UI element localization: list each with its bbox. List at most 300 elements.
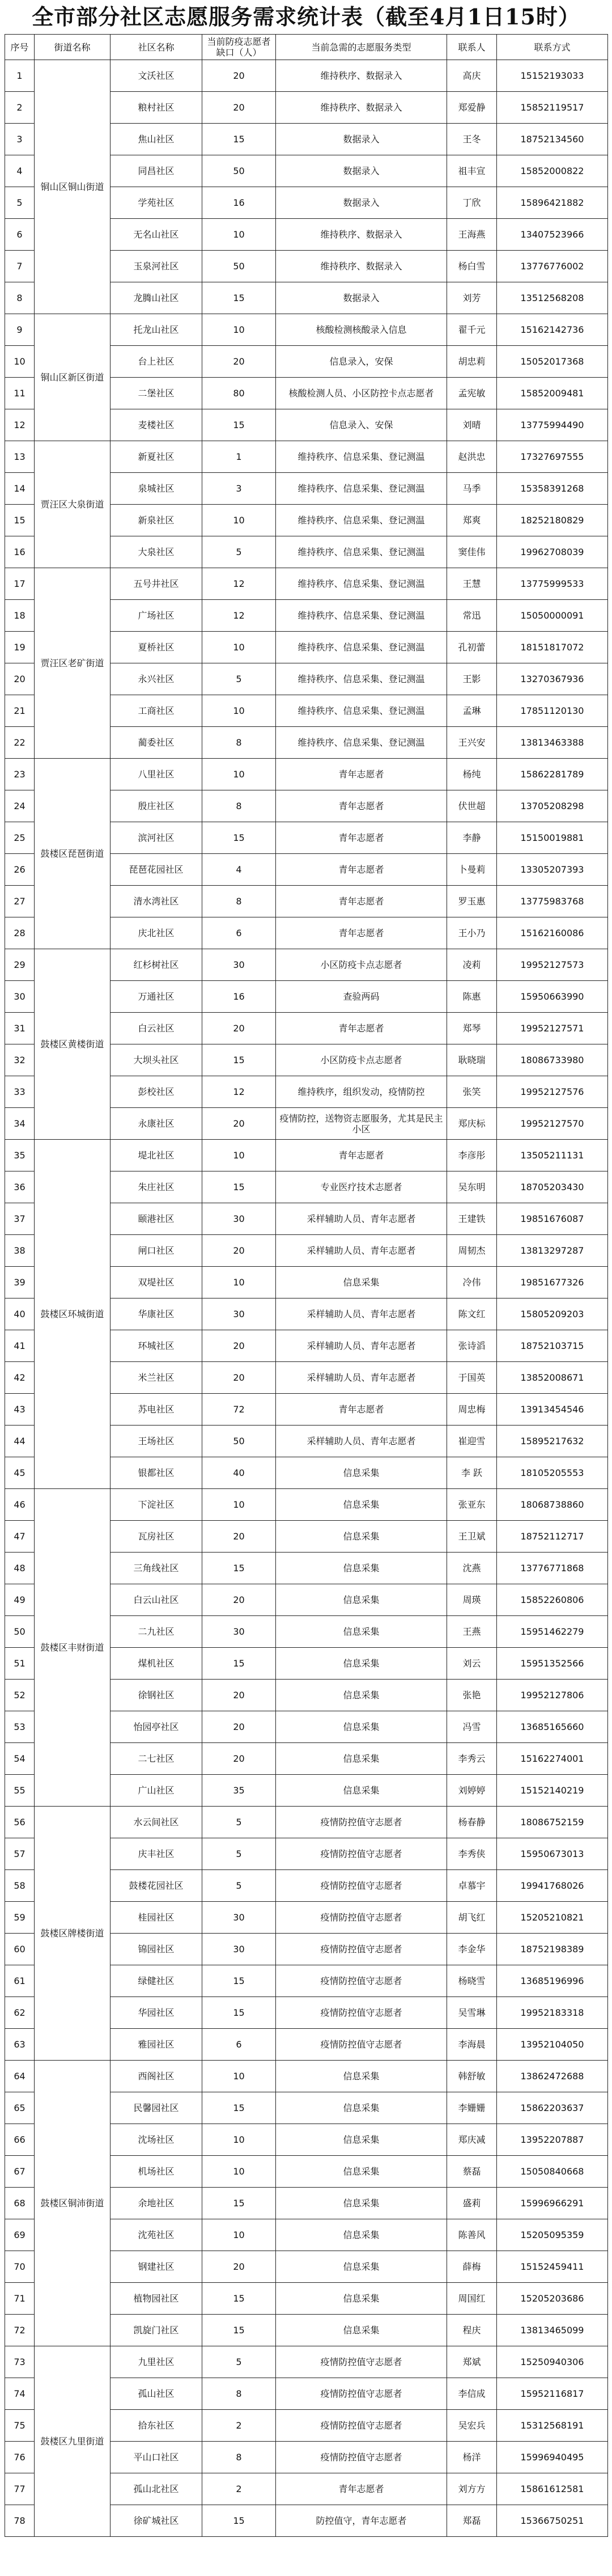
gap-cell: 15 (202, 409, 276, 441)
phone-cell: 13705208298 (497, 790, 608, 822)
gap-cell: 20 (202, 346, 276, 378)
contact-cell: 杨白雪 (447, 251, 497, 282)
phone-cell: 15852260806 (497, 1584, 608, 1616)
gap-cell: 1 (202, 441, 276, 473)
phone-cell: 15952116817 (497, 2378, 608, 2410)
community-cell: 徐矿城社区 (110, 2505, 202, 2537)
street-cell: 贾汪区大泉街道 (35, 441, 110, 568)
gap-cell: 50 (202, 251, 276, 282)
seq-cell: 77 (5, 2473, 35, 2505)
types-cell: 信息采集 (276, 2061, 447, 2092)
header-community: 社区名称 (110, 35, 202, 60)
types-cell: 信息录入，安保 (276, 346, 447, 378)
types-cell: 疫情防控值守志愿者 (276, 2346, 447, 2378)
contact-cell: 孟宪敏 (447, 378, 497, 409)
gap-cell: 10 (202, 2156, 276, 2188)
community-cell: 永康社区 (110, 1108, 202, 1140)
phone-cell: 19952183318 (497, 1997, 608, 2029)
phone-cell: 15152193033 (497, 60, 608, 92)
types-cell: 青年志愿者 (276, 886, 447, 917)
types-cell: 维持秩序、信息采集、登记测温 (276, 663, 447, 695)
contact-cell: 王卫斌 (447, 1521, 497, 1553)
contact-cell: 刘芳 (447, 282, 497, 314)
contact-cell: 高庆 (447, 60, 497, 92)
header-phone: 联系方式 (497, 35, 608, 60)
community-cell: 龙腾山社区 (110, 282, 202, 314)
phone-cell: 15951352566 (497, 1648, 608, 1680)
seq-cell: 57 (5, 1838, 35, 1870)
seq-cell: 66 (5, 2124, 35, 2156)
contact-cell: 杨春静 (447, 1807, 497, 1838)
gap-cell: 5 (202, 1870, 276, 1902)
phone-cell: 13852008671 (497, 1362, 608, 1394)
types-cell: 青年志愿者 (276, 854, 447, 886)
phone-cell: 18752112717 (497, 1521, 608, 1553)
gap-cell: 10 (202, 1267, 276, 1298)
seq-cell: 55 (5, 1775, 35, 1807)
gap-cell: 15 (202, 2283, 276, 2315)
community-cell: 麦楼社区 (110, 409, 202, 441)
types-cell: 青年志愿者 (276, 822, 447, 854)
contact-cell: 盛莉 (447, 2188, 497, 2219)
table-row (5, 759, 608, 790)
community-cell: 锦园社区 (110, 1934, 202, 1965)
gap-cell: 20 (202, 1362, 276, 1394)
street-cell: 鼓楼区丰财街道 (35, 1489, 110, 1807)
types-cell: 疫情防控值守志愿者 (276, 2378, 447, 2410)
phone-cell: 13813463388 (497, 727, 608, 759)
contact-cell: 卓慕宇 (447, 1870, 497, 1902)
types-cell: 维持秩序、信息采集、登记测温 (276, 505, 447, 536)
gap-cell: 4 (202, 854, 276, 886)
seq-cell: 43 (5, 1394, 35, 1426)
community-cell: 下淀社区 (110, 1489, 202, 1521)
types-cell: 采样辅助人员、青年志愿者 (276, 1298, 447, 1330)
contact-cell: 吴雪琳 (447, 1997, 497, 2029)
types-cell: 疫情防控，送物资志愿服务，尤其是民主小区 (276, 1108, 447, 1140)
seq-cell: 34 (5, 1108, 35, 1140)
types-cell: 防控值守，青年志愿者 (276, 2505, 447, 2537)
phone-cell: 15996940495 (497, 2442, 608, 2473)
community-cell: 文沃社区 (110, 60, 202, 92)
seq-cell: 70 (5, 2251, 35, 2283)
table-row (5, 949, 608, 981)
contact-cell: 刘方方 (447, 2473, 497, 2505)
types-cell: 青年志愿者 (276, 1013, 447, 1044)
gap-cell: 8 (202, 2378, 276, 2410)
contact-cell: 王燕 (447, 1616, 497, 1648)
community-cell: 新夏社区 (110, 441, 202, 473)
community-cell: 徐钢社区 (110, 1680, 202, 1711)
types-cell: 维持秩序、信息采集、登记测温 (276, 727, 447, 759)
community-cell: 红杉树社区 (110, 949, 202, 981)
gap-cell: 30 (202, 949, 276, 981)
gap-cell: 15 (202, 282, 276, 314)
community-cell: 蔺委社区 (110, 727, 202, 759)
seq-cell: 52 (5, 1680, 35, 1711)
types-cell: 青年志愿者 (276, 917, 447, 949)
community-cell: 粮村社区 (110, 92, 202, 124)
types-cell: 信息采集 (276, 2251, 447, 2283)
phone-cell: 19952127573 (497, 949, 608, 981)
seq-cell: 68 (5, 2188, 35, 2219)
contact-cell: 王建铁 (447, 1203, 497, 1235)
contact-cell: 孔初蕾 (447, 632, 497, 663)
seq-cell: 49 (5, 1584, 35, 1616)
table-header-row (5, 35, 608, 60)
gap-cell: 2 (202, 2410, 276, 2442)
types-cell: 信息采集 (276, 1521, 447, 1553)
seq-cell: 50 (5, 1616, 35, 1648)
types-cell: 采样辅助人员、青年志愿者 (276, 1426, 447, 1457)
types-cell: 核酸检测核酸录入信息 (276, 314, 447, 346)
seq-cell: 36 (5, 1171, 35, 1203)
gap-cell: 10 (202, 759, 276, 790)
contact-cell: 李静 (447, 822, 497, 854)
phone-cell: 18105205553 (497, 1457, 608, 1489)
seq-cell: 28 (5, 917, 35, 949)
gap-cell: 15 (202, 2188, 276, 2219)
seq-cell: 51 (5, 1648, 35, 1680)
community-cell: 民馨园社区 (110, 2092, 202, 2124)
community-cell: 大坝头社区 (110, 1044, 202, 1076)
gap-cell: 10 (202, 219, 276, 251)
phone-cell: 15852119517 (497, 92, 608, 124)
phone-cell: 13775994490 (497, 409, 608, 441)
types-cell: 信息采集 (276, 2315, 447, 2346)
street-cell: 鼓楼区铜沛街道 (35, 2061, 110, 2346)
community-cell: 孤山北社区 (110, 2473, 202, 2505)
gap-cell: 10 (202, 2124, 276, 2156)
contact-cell: 凌莉 (447, 949, 497, 981)
seq-cell: 20 (5, 663, 35, 695)
phone-cell: 18752134560 (497, 124, 608, 155)
community-cell: 水云间社区 (110, 1807, 202, 1838)
community-cell: 学苑社区 (110, 187, 202, 219)
types-cell: 查验两码 (276, 981, 447, 1013)
phone-cell: 15862203637 (497, 2092, 608, 2124)
types-cell: 疫情防控值守志愿者 (276, 1838, 447, 1870)
contact-cell: 李秀侠 (447, 1838, 497, 1870)
community-cell: 二七社区 (110, 1743, 202, 1775)
phone-cell: 19952127576 (497, 1076, 608, 1108)
gap-cell: 15 (202, 2505, 276, 2537)
contact-cell: 周瑛 (447, 1584, 497, 1616)
phone-cell: 15205203686 (497, 2283, 608, 2315)
seq-cell: 1 (5, 60, 35, 92)
types-cell: 疫情防控值守志愿者 (276, 1807, 447, 1838)
community-cell: 彭校社区 (110, 1076, 202, 1108)
gap-cell: 5 (202, 2346, 276, 2378)
community-cell: 植物园社区 (110, 2283, 202, 2315)
phone-cell: 13813465099 (497, 2315, 608, 2346)
contact-cell: 翟千元 (447, 314, 497, 346)
seq-cell: 71 (5, 2283, 35, 2315)
contact-cell: 张笑 (447, 1076, 497, 1108)
contact-cell: 王冬 (447, 124, 497, 155)
gap-cell: 8 (202, 790, 276, 822)
phone-cell: 15050000091 (497, 600, 608, 632)
gap-cell: 5 (202, 536, 276, 568)
contact-cell: 伏世超 (447, 790, 497, 822)
community-cell: 玉泉河社区 (110, 251, 202, 282)
contact-cell: 郑斌 (447, 2346, 497, 2378)
community-cell: 五号井社区 (110, 568, 202, 600)
contact-cell: 沈燕 (447, 1553, 497, 1584)
types-cell: 信息采集 (276, 2219, 447, 2251)
gap-cell: 30 (202, 1934, 276, 1965)
community-cell: 夏桥社区 (110, 632, 202, 663)
types-cell: 维持秩序、数据录入 (276, 92, 447, 124)
community-cell: 新泉社区 (110, 505, 202, 536)
contact-cell: 杨晓雪 (447, 1965, 497, 1997)
contact-cell: 张诗滔 (447, 1330, 497, 1362)
phone-cell: 17851120130 (497, 695, 608, 727)
types-cell: 信息采集 (276, 1553, 447, 1584)
community-cell: 焦山社区 (110, 124, 202, 155)
types-cell: 青年志愿者 (276, 2473, 447, 2505)
community-cell: 堤北社区 (110, 1140, 202, 1171)
phone-cell: 15852009481 (497, 378, 608, 409)
community-cell: 工商社区 (110, 695, 202, 727)
types-cell: 疫情防控值守志愿者 (276, 2029, 447, 2061)
community-cell: 泉城社区 (110, 473, 202, 505)
seq-cell: 53 (5, 1711, 35, 1743)
community-cell: 煤机社区 (110, 1648, 202, 1680)
types-cell: 信息采集 (276, 2283, 447, 2315)
table-row (5, 1489, 608, 1521)
community-cell: 颐港社区 (110, 1203, 202, 1235)
community-cell: 八里社区 (110, 759, 202, 790)
types-cell: 信息采集 (276, 2156, 447, 2188)
types-cell: 维持秩序、信息采集、登记测温 (276, 536, 447, 568)
community-cell: 沈苑社区 (110, 2219, 202, 2251)
phone-cell: 15366750251 (497, 2505, 608, 2537)
seq-cell: 44 (5, 1426, 35, 1457)
phone-cell: 15950673013 (497, 1838, 608, 1870)
gap-cell: 20 (202, 1013, 276, 1044)
contact-cell: 李金华 (447, 1934, 497, 1965)
community-cell: 广场社区 (110, 600, 202, 632)
seq-cell: 21 (5, 695, 35, 727)
seq-cell: 4 (5, 155, 35, 187)
contact-cell: 李秀云 (447, 1743, 497, 1775)
contact-cell: 赵洪忠 (447, 441, 497, 473)
community-cell: 华康社区 (110, 1298, 202, 1330)
header-gap: 当前防疫志愿者缺口（人） (202, 35, 276, 60)
types-cell: 青年志愿者 (276, 1394, 447, 1426)
gap-cell: 10 (202, 1140, 276, 1171)
phone-cell: 19851676087 (497, 1203, 608, 1235)
types-cell: 疫情防控值守志愿者 (276, 1965, 447, 1997)
phone-cell: 15862281789 (497, 759, 608, 790)
seq-cell: 40 (5, 1298, 35, 1330)
types-cell: 信息录入、安保 (276, 409, 447, 441)
types-cell: 小区防疫卡点志愿者 (276, 1044, 447, 1076)
contact-cell: 张艳 (447, 1680, 497, 1711)
table-row (5, 1807, 608, 1838)
seq-cell: 47 (5, 1521, 35, 1553)
contact-cell: 常迅 (447, 600, 497, 632)
gap-cell: 12 (202, 568, 276, 600)
community-cell: 平山口社区 (110, 2442, 202, 2473)
types-cell: 疫情防控值守志愿者 (276, 1997, 447, 2029)
phone-cell: 18752198389 (497, 1934, 608, 1965)
community-cell: 苏电社区 (110, 1394, 202, 1426)
community-cell: 庆丰社区 (110, 1838, 202, 1870)
seq-cell: 62 (5, 1997, 35, 2029)
types-cell: 信息采集 (276, 2124, 447, 2156)
phone-cell: 19851677326 (497, 1267, 608, 1298)
types-cell: 信息采集 (276, 2092, 447, 2124)
community-cell: 钢建社区 (110, 2251, 202, 2283)
street-cell: 贾汪区老矿街道 (35, 568, 110, 759)
phone-cell: 13775999533 (497, 568, 608, 600)
phone-cell: 15996966291 (497, 2188, 608, 2219)
gap-cell: 12 (202, 1076, 276, 1108)
contact-cell: 程庆 (447, 2315, 497, 2346)
community-cell: 白云社区 (110, 1013, 202, 1044)
phone-cell: 19952127571 (497, 1013, 608, 1044)
table-row (5, 441, 608, 473)
types-cell: 信息采集 (276, 1775, 447, 1807)
types-cell: 疫情防控值守志愿者 (276, 1902, 447, 1934)
seq-cell: 5 (5, 187, 35, 219)
seq-cell: 74 (5, 2378, 35, 2410)
seq-cell: 7 (5, 251, 35, 282)
phone-cell: 15950663990 (497, 981, 608, 1013)
street-cell: 铜山区铜山街道 (35, 60, 110, 314)
seq-cell: 3 (5, 124, 35, 155)
types-cell: 信息采集 (276, 1584, 447, 1616)
phone-cell: 15052017368 (497, 346, 608, 378)
community-cell: 孤山社区 (110, 2378, 202, 2410)
table-row (5, 568, 608, 600)
street-cell: 鼓楼区九里街道 (35, 2346, 110, 2537)
community-cell: 托龙山社区 (110, 314, 202, 346)
seq-cell: 78 (5, 2505, 35, 2537)
types-cell: 信息采集 (276, 1711, 447, 1743)
gap-cell: 15 (202, 1553, 276, 1584)
contact-cell: 王海燕 (447, 219, 497, 251)
table-row (5, 2061, 608, 2092)
community-cell: 王场社区 (110, 1426, 202, 1457)
phone-cell: 15358391268 (497, 473, 608, 505)
phone-cell: 15205210821 (497, 1902, 608, 1934)
phone-cell: 15150019881 (497, 822, 608, 854)
types-cell: 数据录入 (276, 187, 447, 219)
contact-cell: 卜曼莉 (447, 854, 497, 886)
types-cell: 疫情防控值守志愿者 (276, 1934, 447, 1965)
contact-cell: 于国英 (447, 1362, 497, 1394)
phone-cell: 13862472688 (497, 2061, 608, 2092)
community-cell: 机场社区 (110, 2156, 202, 2188)
seq-cell: 35 (5, 1140, 35, 1171)
community-cell: 台上社区 (110, 346, 202, 378)
gap-cell: 20 (202, 1521, 276, 1553)
phone-cell: 13270367936 (497, 663, 608, 695)
street-cell: 鼓楼区环城街道 (35, 1140, 110, 1489)
seq-cell: 58 (5, 1870, 35, 1902)
contact-cell: 蔡磊 (447, 2156, 497, 2188)
phone-cell: 13952104050 (497, 2029, 608, 2061)
community-cell: 米兰社区 (110, 1362, 202, 1394)
phone-cell: 18068738860 (497, 1489, 608, 1521)
seq-cell: 24 (5, 790, 35, 822)
phone-cell: 19962708039 (497, 536, 608, 568)
gap-cell: 8 (202, 886, 276, 917)
gap-cell: 15 (202, 1171, 276, 1203)
community-cell: 广山社区 (110, 1775, 202, 1807)
contact-cell: 王慧 (447, 568, 497, 600)
gap-cell: 6 (202, 2029, 276, 2061)
types-cell: 数据录入 (276, 124, 447, 155)
phone-cell: 15861612581 (497, 2473, 608, 2505)
gap-cell: 30 (202, 1203, 276, 1235)
gap-cell: 40 (202, 1457, 276, 1489)
phone-cell: 15250940306 (497, 2346, 608, 2378)
gap-cell: 20 (202, 60, 276, 92)
seq-cell: 23 (5, 759, 35, 790)
community-cell: 庆北社区 (110, 917, 202, 949)
community-cell: 沈场社区 (110, 2124, 202, 2156)
phone-cell: 13813297287 (497, 1235, 608, 1267)
contact-cell: 胡飞红 (447, 1902, 497, 1934)
gap-cell: 15 (202, 1044, 276, 1076)
gap-cell: 50 (202, 1426, 276, 1457)
gap-cell: 5 (202, 1838, 276, 1870)
header-seq: 序号 (5, 35, 35, 60)
gap-cell: 5 (202, 1807, 276, 1838)
phone-cell: 13775983768 (497, 886, 608, 917)
types-cell: 维持秩序、数据录入 (276, 251, 447, 282)
phone-cell: 18252180829 (497, 505, 608, 536)
phone-cell: 19952127806 (497, 1680, 608, 1711)
community-cell: 三角线社区 (110, 1553, 202, 1584)
gap-cell: 5 (202, 663, 276, 695)
header-types: 当前急需的志愿服务类型 (276, 35, 447, 60)
types-cell: 信息采集 (276, 2188, 447, 2219)
types-cell: 采样辅助人员、青年志愿者 (276, 1203, 447, 1235)
types-cell: 核酸检测人员、小区防控卡点志愿者 (276, 378, 447, 409)
gap-cell: 15 (202, 1997, 276, 2029)
seq-cell: 14 (5, 473, 35, 505)
seq-cell: 54 (5, 1743, 35, 1775)
phone-cell: 15312568191 (497, 2410, 608, 2442)
gap-cell: 20 (202, 1680, 276, 1711)
gap-cell: 15 (202, 124, 276, 155)
contact-cell: 冷伟 (447, 1267, 497, 1298)
contact-cell: 杨纯 (447, 759, 497, 790)
gap-cell: 10 (202, 1489, 276, 1521)
table-row (5, 1140, 608, 1171)
gap-cell: 8 (202, 2442, 276, 2473)
contact-cell: 李姗姗 (447, 2092, 497, 2124)
seq-cell: 39 (5, 1267, 35, 1298)
contact-cell: 王影 (447, 663, 497, 695)
contact-cell: 郑爽 (447, 505, 497, 536)
phone-cell: 18705203430 (497, 1171, 608, 1203)
contact-cell: 胡忠莉 (447, 346, 497, 378)
phone-cell: 15895217632 (497, 1426, 608, 1457)
types-cell: 信息采集 (276, 1457, 447, 1489)
phone-cell: 15162160086 (497, 917, 608, 949)
community-cell: 大泉社区 (110, 536, 202, 568)
phone-cell: 18086733980 (497, 1044, 608, 1076)
contact-cell: 张亚东 (447, 1489, 497, 1521)
contact-cell: 李彦彤 (447, 1140, 497, 1171)
contact-cell: 王小乃 (447, 917, 497, 949)
